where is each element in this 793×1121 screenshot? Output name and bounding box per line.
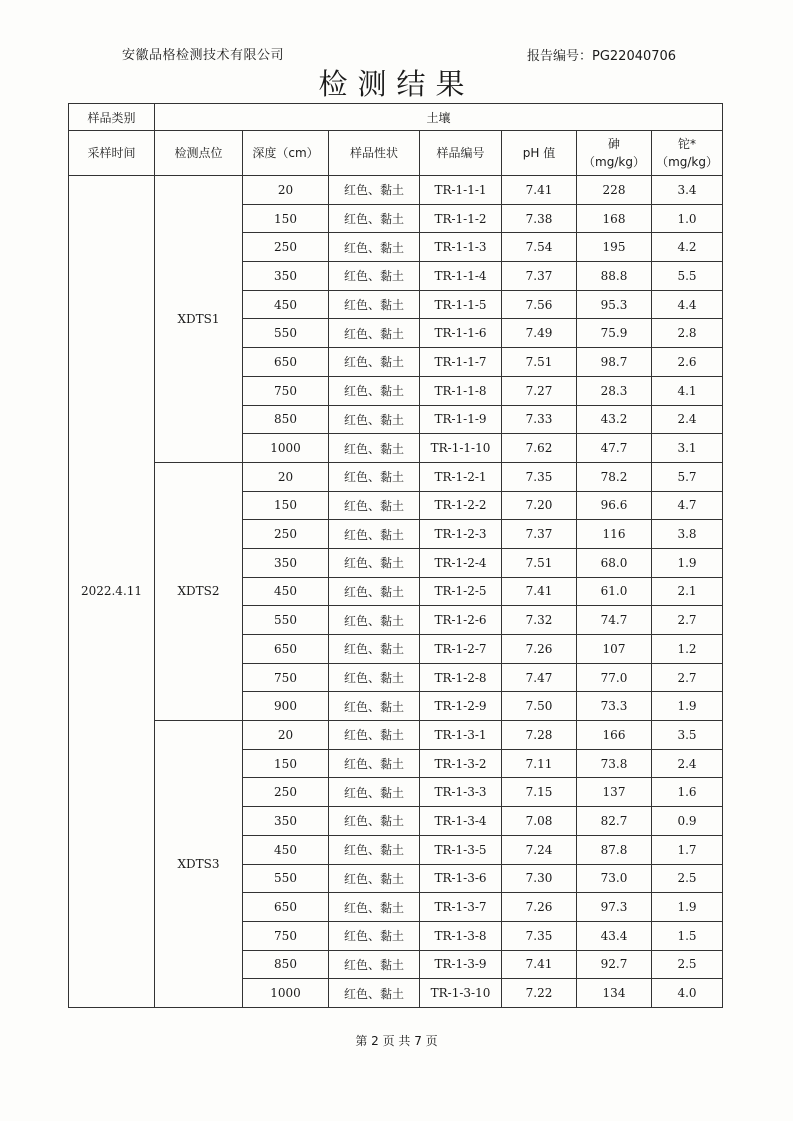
thallium-cell: 3.1 <box>652 434 723 463</box>
ph-cell: 7.08 <box>502 807 577 836</box>
sample-id-cell: TR-1-1-5 <box>420 290 502 319</box>
sample-id-cell: TR-1-3-2 <box>420 749 502 778</box>
appearance-cell: 红色、黏土 <box>329 462 420 491</box>
ph-cell: 7.33 <box>502 405 577 434</box>
page-number: 第 2 页 共 7 页 <box>355 1034 438 1048</box>
arsenic-cell: 95.3 <box>577 290 652 319</box>
appearance-cell: 红色、黏土 <box>329 807 420 836</box>
sample-id-cell: TR-1-3-9 <box>420 950 502 979</box>
sample-id-cell: TR-1-3-8 <box>420 921 502 950</box>
thallium-cell: 1.2 <box>652 635 723 664</box>
ph-cell: 7.32 <box>502 606 577 635</box>
depth-cell: 150 <box>243 491 329 520</box>
arsenic-cell: 61.0 <box>577 577 652 606</box>
appearance-cell: 红色、黏土 <box>329 204 420 233</box>
thallium-cell: 4.2 <box>652 233 723 262</box>
ph-cell: 7.35 <box>502 462 577 491</box>
sample-id-cell: TR-1-2-1 <box>420 462 502 491</box>
arsenic-cell: 134 <box>577 979 652 1008</box>
depth-cell: 20 <box>243 721 329 750</box>
appearance-cell: 红色、黏土 <box>329 721 420 750</box>
arsenic-cell: 195 <box>577 233 652 262</box>
ph-cell: 7.11 <box>502 749 577 778</box>
ph-cell: 7.30 <box>502 864 577 893</box>
sample-id-cell: TR-1-3-5 <box>420 835 502 864</box>
thallium-cell: 2.8 <box>652 319 723 348</box>
ph-cell: 7.37 <box>502 262 577 291</box>
depth-cell: 750 <box>243 663 329 692</box>
header-arsenic <box>577 131 652 176</box>
appearance-cell: 红色、黏土 <box>329 376 420 405</box>
thallium-cell: 4.0 <box>652 979 723 1008</box>
thallium-cell: 2.5 <box>652 950 723 979</box>
appearance-cell: 红色、黏土 <box>329 635 420 664</box>
ph-cell: 7.51 <box>502 348 577 377</box>
appearance-cell: 红色、黏土 <box>329 491 420 520</box>
depth-cell: 250 <box>243 778 329 807</box>
thallium-cell: 1.9 <box>652 893 723 922</box>
arsenic-cell: 137 <box>577 778 652 807</box>
appearance-cell: 红色、黏土 <box>329 176 420 205</box>
table-row <box>69 176 723 205</box>
table-row <box>69 721 723 750</box>
sample-id-cell: TR-1-1-4 <box>420 262 502 291</box>
ph-cell: 7.41 <box>502 577 577 606</box>
arsenic-cell: 96.6 <box>577 491 652 520</box>
thallium-cell: 4.4 <box>652 290 723 319</box>
header-thallium-unit: （mg/kg） <box>656 155 718 169</box>
header-test-point: 检测点位 <box>155 131 243 176</box>
appearance-cell: 红色、黏土 <box>329 749 420 778</box>
depth-cell: 150 <box>243 749 329 778</box>
depth-cell: 550 <box>243 606 329 635</box>
appearance-cell: 红色、黏土 <box>329 864 420 893</box>
thallium-cell: 1.5 <box>652 921 723 950</box>
thallium-cell: 2.7 <box>652 663 723 692</box>
depth-cell: 450 <box>243 835 329 864</box>
arsenic-cell: 228 <box>577 176 652 205</box>
ph-cell: 7.26 <box>502 635 577 664</box>
appearance-cell: 红色、黏土 <box>329 979 420 1008</box>
sample-id-cell: TR-1-2-2 <box>420 491 502 520</box>
depth-cell: 250 <box>243 233 329 262</box>
report-number: 报告编号：PG22040706 <box>527 49 677 64</box>
depth-cell: 650 <box>243 893 329 922</box>
header-appearance: 样品性状 <box>329 131 420 176</box>
sample-id-cell: TR-1-2-7 <box>420 635 502 664</box>
depth-cell: 20 <box>243 176 329 205</box>
ph-cell: 7.51 <box>502 548 577 577</box>
appearance-cell: 红色、黏土 <box>329 606 420 635</box>
arsenic-cell: 98.7 <box>577 348 652 377</box>
ph-cell: 7.41 <box>502 950 577 979</box>
sample-id-cell: TR-1-2-4 <box>420 548 502 577</box>
depth-cell: 1000 <box>243 434 329 463</box>
depth-cell: 550 <box>243 864 329 893</box>
arsenic-cell: 166 <box>577 721 652 750</box>
header-ph: pH 值 <box>502 131 577 176</box>
depth-cell: 350 <box>243 807 329 836</box>
appearance-cell: 红色、黏土 <box>329 262 420 291</box>
thallium-cell: 3.8 <box>652 520 723 549</box>
ph-cell: 7.62 <box>502 434 577 463</box>
arsenic-cell: 73.8 <box>577 749 652 778</box>
sample-id-cell: TR-1-3-10 <box>420 979 502 1008</box>
sample-id-cell: TR-1-2-6 <box>420 606 502 635</box>
depth-cell: 1000 <box>243 979 329 1008</box>
ph-cell: 7.28 <box>502 721 577 750</box>
thallium-cell: 4.7 <box>652 491 723 520</box>
header-depth: 深度（cm） <box>243 131 329 176</box>
appearance-cell: 红色、黏土 <box>329 233 420 262</box>
depth-cell: 450 <box>243 577 329 606</box>
sample-id-cell: TR-1-1-10 <box>420 434 502 463</box>
thallium-cell: 1.6 <box>652 778 723 807</box>
thallium-cell: 2.6 <box>652 348 723 377</box>
appearance-cell: 红色、黏土 <box>329 577 420 606</box>
depth-cell: 250 <box>243 520 329 549</box>
depth-cell: 900 <box>243 692 329 721</box>
depth-cell: 350 <box>243 262 329 291</box>
header-thallium-name: 铊* <box>678 137 697 151</box>
sample-id-cell: TR-1-2-5 <box>420 577 502 606</box>
sample-id-cell: TR-1-1-3 <box>420 233 502 262</box>
appearance-cell: 红色、黏土 <box>329 319 420 348</box>
arsenic-cell: 68.0 <box>577 548 652 577</box>
appearance-cell: 红色、黏土 <box>329 434 420 463</box>
header-thallium <box>652 131 723 176</box>
sample-id-cell: TR-1-3-4 <box>420 807 502 836</box>
sample-id-cell: TR-1-1-9 <box>420 405 502 434</box>
thallium-cell: 2.4 <box>652 749 723 778</box>
arsenic-cell: 116 <box>577 520 652 549</box>
sample-id-cell: TR-1-1-8 <box>420 376 502 405</box>
appearance-cell: 红色、黏土 <box>329 290 420 319</box>
appearance-cell: 红色、黏土 <box>329 663 420 692</box>
arsenic-cell: 88.8 <box>577 262 652 291</box>
thallium-cell: 5.7 <box>652 462 723 491</box>
thallium-cell: 1.9 <box>652 548 723 577</box>
sample-id-cell: TR-1-3-1 <box>420 721 502 750</box>
arsenic-cell: 97.3 <box>577 893 652 922</box>
table-row <box>69 462 723 491</box>
thallium-cell: 1.7 <box>652 835 723 864</box>
arsenic-cell: 47.7 <box>577 434 652 463</box>
depth-cell: 650 <box>243 635 329 664</box>
depth-cell: 450 <box>243 290 329 319</box>
arsenic-cell: 73.0 <box>577 864 652 893</box>
appearance-cell: 红色、黏土 <box>329 348 420 377</box>
ph-cell: 7.49 <box>502 319 577 348</box>
thallium-cell: 2.7 <box>652 606 723 635</box>
company-name: 安徽品格检测技术有限公司 <box>122 48 285 63</box>
depth-cell: 650 <box>243 348 329 377</box>
test-point-cell: XDTS1 <box>155 176 243 463</box>
arsenic-cell: 43.4 <box>577 921 652 950</box>
sample-id-cell: TR-1-1-1 <box>420 176 502 205</box>
arsenic-cell: 82.7 <box>577 807 652 836</box>
arsenic-cell: 75.9 <box>577 319 652 348</box>
sampling-date-cell: 2022.4.11 <box>69 176 155 1008</box>
header-arsenic-name: 砷 <box>607 137 620 151</box>
ph-cell: 7.22 <box>502 979 577 1008</box>
header-sampling-time: 采样时间 <box>69 131 155 176</box>
thallium-cell: 2.4 <box>652 405 723 434</box>
arsenic-cell: 43.2 <box>577 405 652 434</box>
sample-id-cell: TR-1-2-9 <box>420 692 502 721</box>
sample-id-cell: TR-1-1-7 <box>420 348 502 377</box>
appearance-cell: 红色、黏土 <box>329 692 420 721</box>
depth-cell: 550 <box>243 319 329 348</box>
arsenic-cell: 28.3 <box>577 376 652 405</box>
arsenic-cell: 77.0 <box>577 663 652 692</box>
thallium-cell: 5.5 <box>652 262 723 291</box>
appearance-cell: 红色、黏土 <box>329 893 420 922</box>
ph-cell: 7.56 <box>502 290 577 319</box>
ph-cell: 7.41 <box>502 176 577 205</box>
thallium-cell: 2.5 <box>652 864 723 893</box>
depth-cell: 20 <box>243 462 329 491</box>
sample-id-cell: TR-1-2-8 <box>420 663 502 692</box>
appearance-cell: 红色、黏土 <box>329 405 420 434</box>
sample-id-cell: TR-1-3-6 <box>420 864 502 893</box>
arsenic-cell: 74.7 <box>577 606 652 635</box>
depth-cell: 350 <box>243 548 329 577</box>
appearance-cell: 红色、黏土 <box>329 921 420 950</box>
arsenic-cell: 73.3 <box>577 692 652 721</box>
test-point-cell: XDTS2 <box>155 462 243 720</box>
thallium-cell: 3.5 <box>652 721 723 750</box>
depth-cell: 750 <box>243 376 329 405</box>
column-header-row <box>69 131 723 176</box>
ph-cell: 7.38 <box>502 204 577 233</box>
arsenic-cell: 92.7 <box>577 950 652 979</box>
sample-id-cell: TR-1-3-3 <box>420 778 502 807</box>
ph-cell: 7.47 <box>502 663 577 692</box>
appearance-cell: 红色、黏土 <box>329 778 420 807</box>
ph-cell: 7.35 <box>502 921 577 950</box>
sample-id-cell: TR-1-1-2 <box>420 204 502 233</box>
sample-id-cell: TR-1-2-3 <box>420 520 502 549</box>
depth-cell: 750 <box>243 921 329 950</box>
thallium-cell: 3.4 <box>652 176 723 205</box>
thallium-cell: 4.1 <box>652 376 723 405</box>
header-sample-id: 样品编号 <box>420 131 502 176</box>
thallium-cell: 1.0 <box>652 204 723 233</box>
appearance-cell: 红色、黏土 <box>329 950 420 979</box>
ph-cell: 7.24 <box>502 835 577 864</box>
category-label: 样品类别 <box>69 104 155 131</box>
ph-cell: 7.37 <box>502 520 577 549</box>
arsenic-cell: 87.8 <box>577 835 652 864</box>
test-point-cell: XDTS3 <box>155 721 243 1008</box>
sample-id-cell: TR-1-3-7 <box>420 893 502 922</box>
appearance-cell: 红色、黏土 <box>329 520 420 549</box>
arsenic-cell: 78.2 <box>577 462 652 491</box>
ph-cell: 7.27 <box>502 376 577 405</box>
results-table <box>68 103 723 1008</box>
depth-cell: 150 <box>243 204 329 233</box>
sample-id-cell: TR-1-1-6 <box>420 319 502 348</box>
page-title: 检测结果 <box>318 67 475 101</box>
appearance-cell: 红色、黏土 <box>329 835 420 864</box>
thallium-cell: 2.1 <box>652 577 723 606</box>
thallium-cell: 0.9 <box>652 807 723 836</box>
depth-cell: 850 <box>243 950 329 979</box>
ph-cell: 7.54 <box>502 233 577 262</box>
header-arsenic-unit: （mg/kg） <box>583 155 645 169</box>
category-row <box>69 104 723 131</box>
ph-cell: 7.50 <box>502 692 577 721</box>
category-value: 土壤 <box>155 104 723 131</box>
arsenic-cell: 107 <box>577 635 652 664</box>
ph-cell: 7.26 <box>502 893 577 922</box>
ph-cell: 7.20 <box>502 491 577 520</box>
thallium-cell: 1.9 <box>652 692 723 721</box>
appearance-cell: 红色、黏土 <box>329 548 420 577</box>
depth-cell: 850 <box>243 405 329 434</box>
ph-cell: 7.15 <box>502 778 577 807</box>
arsenic-cell: 168 <box>577 204 652 233</box>
